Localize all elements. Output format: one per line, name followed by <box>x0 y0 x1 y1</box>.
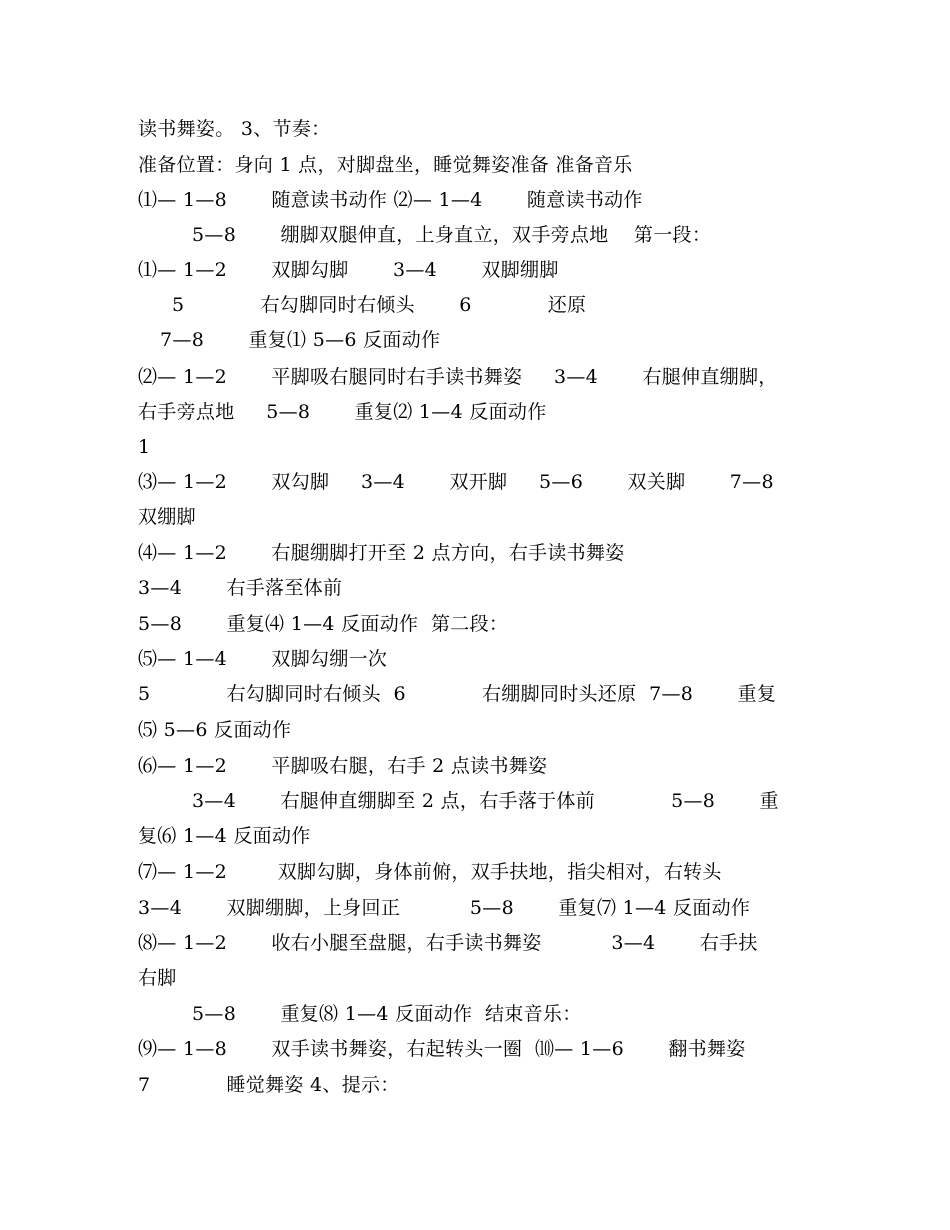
text-line-10: 1 <box>138 436 151 458</box>
text-line-2: 准备位置：身向 1 点，对脚盘坐，睡觉舞姿准备 准备音乐 <box>138 154 633 176</box>
text-line-3: ⑴— 1—8 随意读书动作 ⑵— 1—4 随意读书动作 <box>138 189 643 211</box>
text-line-23: 3—4 双脚绷脚，上身回正 5—8 重复⑺ 1—4 反面动作 <box>138 897 751 919</box>
text-line-15: 5—8 重复⑷ 1—4 反面动作 第二段： <box>138 613 509 635</box>
text-line-1: 读书舞姿。 3、节奏： <box>138 118 331 140</box>
text-line-7: 7—8 重复⑴ 5—6 反面动作 <box>160 329 441 351</box>
text-line-4: 5—8 绷脚双腿伸直，上身直立，双手旁点地 第一段： <box>192 224 712 246</box>
text-line-12: 双绷脚 <box>138 506 196 528</box>
text-line-19: ⑹— 1—2 平脚吸右腿，右手 2 点读书舞姿 <box>138 755 548 777</box>
text-line-6: 5 右勾脚同时右倾头 6 还原 <box>172 294 587 316</box>
text-line-9: 右手旁点地 5—8 重复⑵ 1—4 反面动作 <box>138 401 547 423</box>
text-line-14: 3—4 右手落至体前 <box>138 577 343 599</box>
text-line-18: ⑸ 5—6 反面动作 <box>138 719 292 741</box>
text-line-25: 右脚 <box>138 967 177 989</box>
text-line-13: ⑷— 1—2 右腿绷脚打开至 2 点方向，右手读书舞姿 <box>138 542 625 564</box>
text-line-16: ⑸— 1—4 双脚勾绷一次 <box>138 648 388 670</box>
text-line-21: 复⑹ 1—4 反面动作 <box>138 825 311 847</box>
text-line-24: ⑻— 1—2 收右小腿至盘腿，右手读书舞姿 3—4 右手扶 <box>138 932 758 954</box>
text-line-26: 5—8 重复⑻ 1—4 反面动作 结束音乐： <box>192 1003 582 1025</box>
text-line-22: ⑺— 1—2 双脚勾脚，身体前俯，双手扶地，指尖相对，右转头 <box>138 861 722 883</box>
text-line-11: ⑶— 1—2 双勾脚 3—4 双开脚 5—6 双关脚 7—8 <box>138 471 774 493</box>
text-line-20: 3—4 右腿伸直绷脚至 2 点，右手落于体前 5—8 重 <box>192 790 779 812</box>
text-line-17: 5 右勾脚同时右倾头 6 右绷脚同时头还原 7—8 重复 <box>138 683 777 705</box>
text-line-27: ⑼— 1—8 双手读书舞姿，右起转头一圈 ⑽— 1—6 翻书舞姿 <box>138 1038 746 1060</box>
text-line-28: 7 睡觉舞姿 4、提示： <box>138 1074 400 1096</box>
text-line-8: ⑵— 1—2 平脚吸右腿同时右手读书舞姿 3—4 右腿伸直绷脚， <box>138 366 778 388</box>
text-line-5: ⑴— 1—2 双脚勾脚 3—4 双脚绷脚 <box>138 259 559 281</box>
